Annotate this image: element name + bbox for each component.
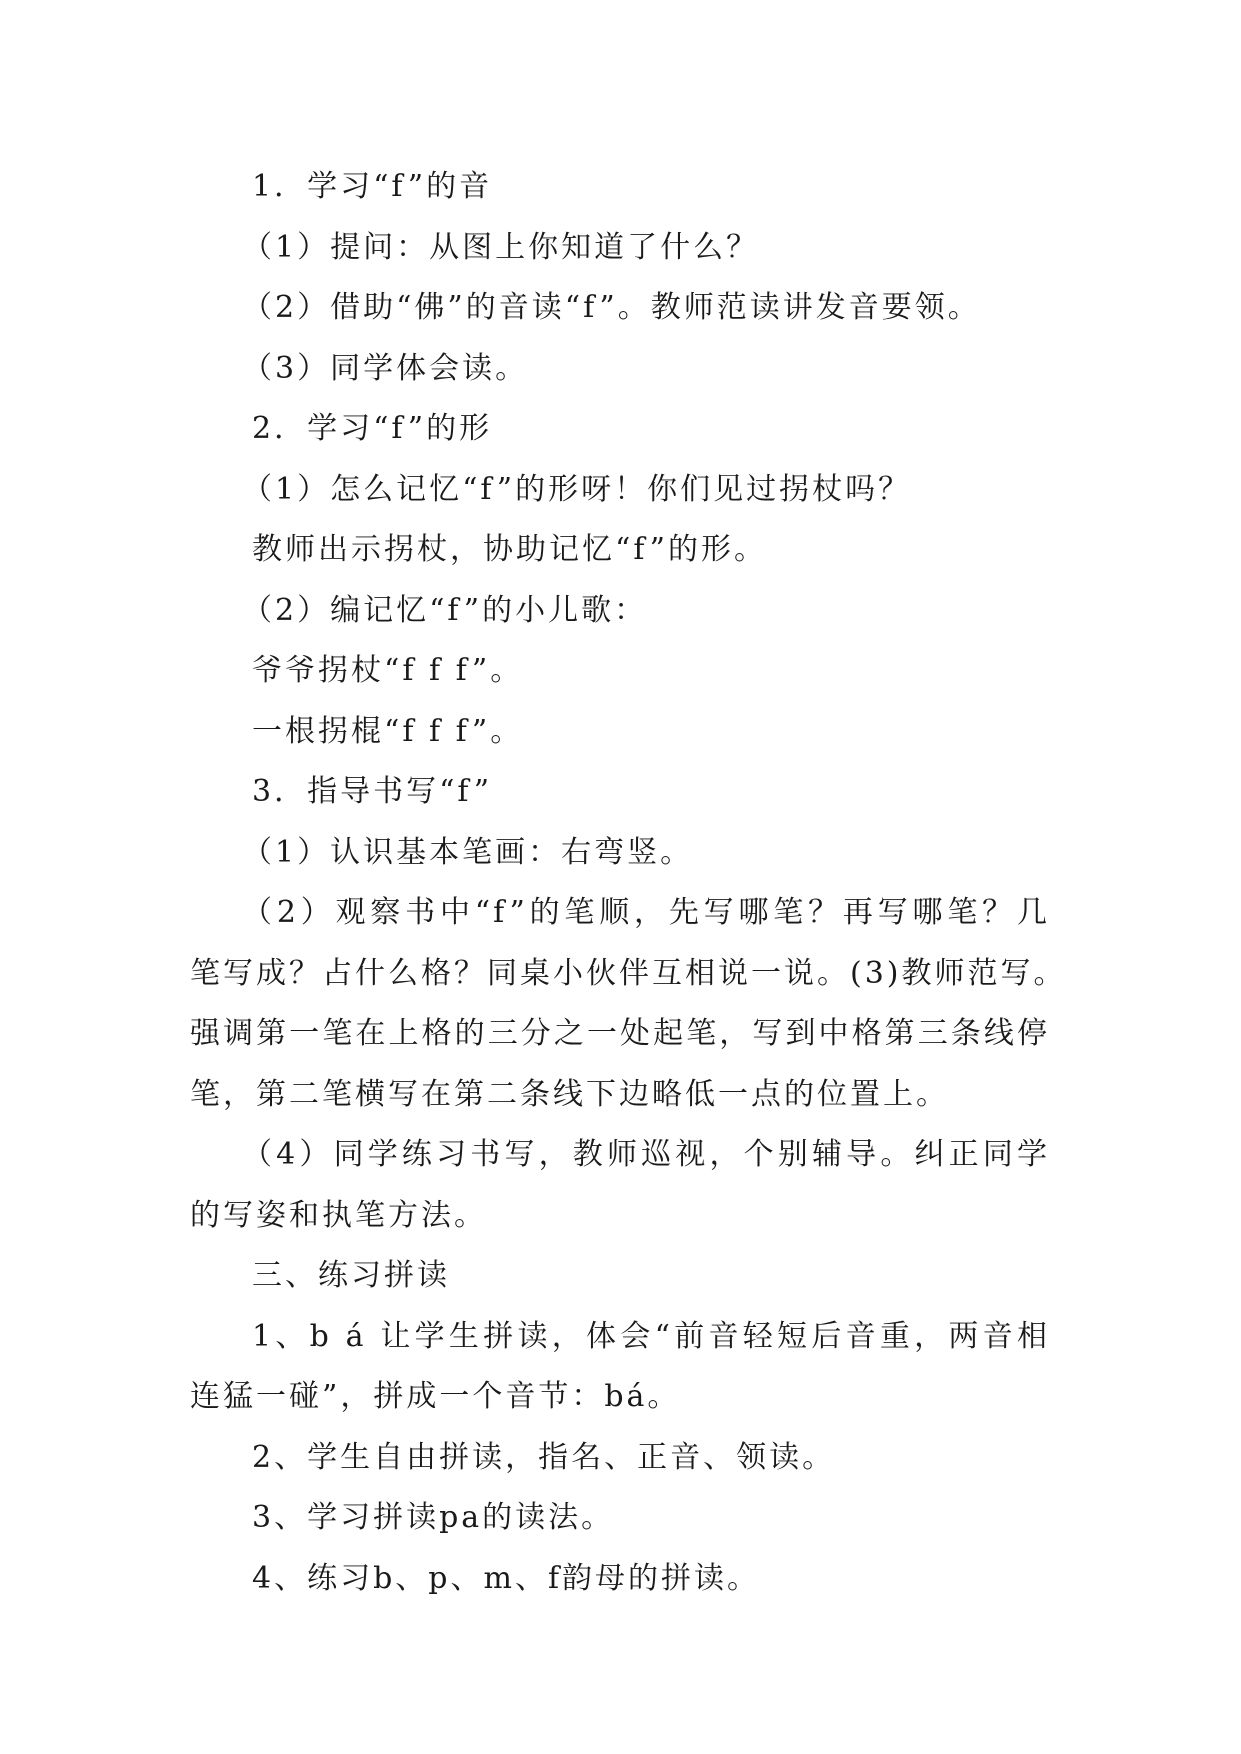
paragraph-ba-line-1: 1、b á 让学生拼读，体会“前音轻短后音重，两音相 <box>252 1318 1050 1354</box>
heading-learn-f-shape: 2．学习“f”的形 <box>252 411 493 446</box>
paragraph-stroke-order-line-1: （2）观察书中“f”的笔顺，先写哪笔？再写哪笔？几 <box>242 895 1050 930</box>
heading-guide-writing: 3．指导书写“f” <box>252 774 493 809</box>
step-remember-shape: （1）怎么记忆“f”的形呀！你们见过拐杖吗？ <box>242 471 912 507</box>
step-question: （1）提问：从图上你知道了什么？ <box>242 229 760 265</box>
rhyme-line-2: 一根拐棍“f f f”。 <box>252 713 524 749</box>
step-read-f: （2）借助“佛”的音读“f”。教师范读讲发音要领。 <box>242 290 981 325</box>
paragraph-practice-line-1: （4）同学练习书写，教师巡视，个别辅导。纠正同学 <box>242 1137 1050 1172</box>
step-students-read: （3）同学体会读。 <box>242 350 529 386</box>
step-basic-stroke: （1）认识基本笔画：右弯竖。 <box>242 834 694 870</box>
heading-learn-f-sound: 1．学习“f”的音 <box>252 169 493 204</box>
item-free-reading: 2、学生自由拼读，指名、正音、领读。 <box>252 1439 836 1475</box>
item-bpmf-practice: 4、练习b、p、m、f韵母的拼读。 <box>252 1560 761 1596</box>
paragraph-stroke-order-line-3: 强调第一笔在上格的三分之一处起笔，写到中格第三条线停 <box>190 1016 1050 1051</box>
item-pa-reading: 3、学习拼读pa的读法。 <box>252 1500 615 1535</box>
step-show-cane: 教师出示拐杖，协助记忆“f”的形。 <box>252 532 767 567</box>
paragraph-practice-line-2: 的写姿和执笔方法。 <box>190 1197 487 1233</box>
paragraph-ba-line-2: 连猛一碰”，拼成一个音节：bá。 <box>190 1379 681 1414</box>
paragraph-stroke-order-line-2: 笔写成？占什么格？同桌小伙伴互相说一说。(3)教师范写。 <box>190 955 1067 991</box>
heading-practice-pinyin: 三、练习拼读 <box>252 1258 450 1293</box>
paragraph-stroke-order-line-4: 笔，第二笔横写在第二条线下边略低一点的位置上。 <box>190 1076 949 1112</box>
document-body <box>190 157 1067 1609</box>
rhyme-line-1: 爷爷拐杖“f f f”。 <box>252 653 524 688</box>
step-make-rhyme: （2）编记忆“f”的小儿歌： <box>242 592 648 628</box>
